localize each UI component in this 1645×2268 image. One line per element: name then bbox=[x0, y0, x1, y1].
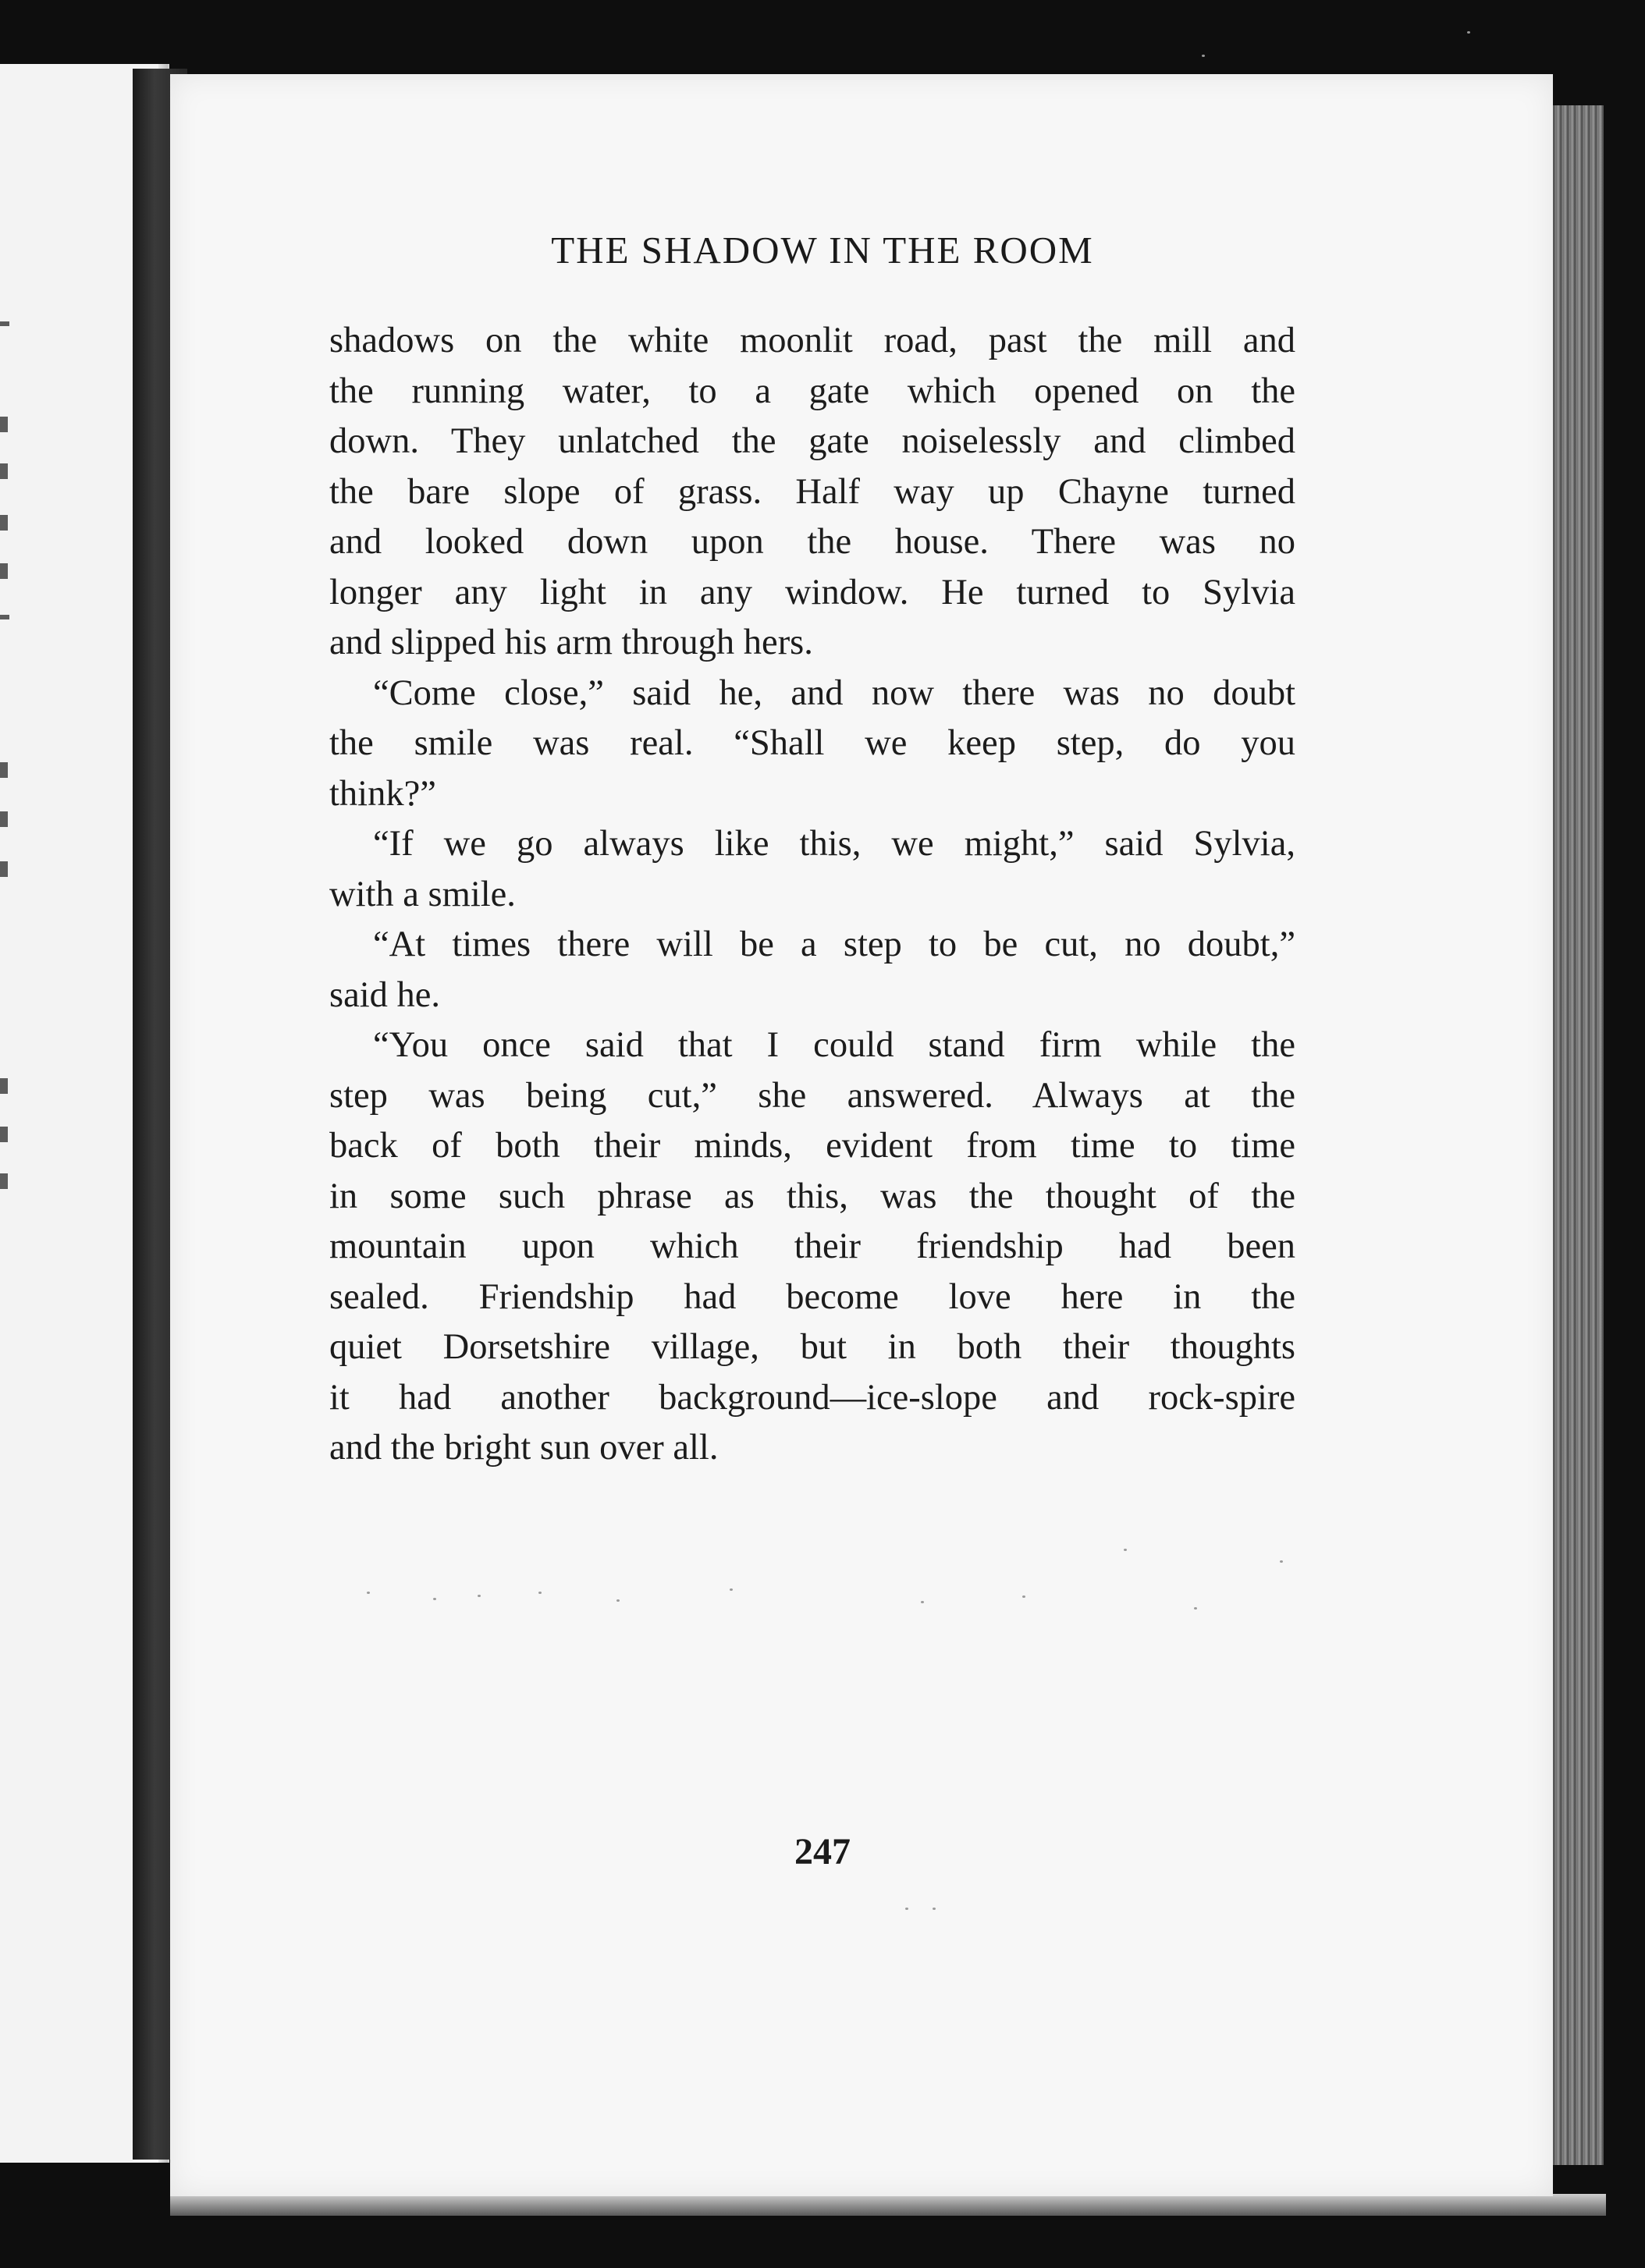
text-line: “You once said that I could stand firm while the bbox=[373, 1025, 1295, 1065]
text-line: and slipped his arm through hers. bbox=[329, 623, 813, 662]
text-line: quiet Dorsetshire village, but in both their thoughts bbox=[329, 1327, 1295, 1367]
text-line: sealed. Friendship had become love here in the bbox=[329, 1276, 1295, 1317]
text-line: the bare slope of grass. Half way up Chayne turned bbox=[329, 471, 1295, 512]
paragraph bbox=[329, 316, 1295, 669]
text-line: the running water, to a gate which opened on the bbox=[329, 371, 1295, 411]
page-number: 247 bbox=[794, 1831, 851, 1872]
text-line: “At times there will be a step to be cut, no doubt,” bbox=[373, 925, 1295, 964]
page-bottom-edge bbox=[170, 2194, 1606, 2216]
text-line: longer any light in any window. He turned to Sylvia bbox=[329, 572, 1295, 612]
text-line: it had another background—ice-slope and rock-spire bbox=[329, 1377, 1295, 1418]
text-line: back of both their minds, evident from time to time bbox=[329, 1126, 1295, 1166]
text-line: with a smile. bbox=[329, 874, 516, 914]
running-head: THE SHADOW IN THE ROOM bbox=[551, 229, 1094, 272]
text-line: and looked down upon the house. There was no bbox=[329, 522, 1295, 562]
text-line: said he. bbox=[329, 974, 441, 1015]
text-line: shadows on the white moonlit road, past the mill and bbox=[329, 321, 1295, 360]
text-line: mountain upon which their friendship had been bbox=[329, 1226, 1295, 1266]
text-line: think?” bbox=[329, 773, 436, 814]
body-text bbox=[329, 316, 1295, 1474]
text-line: “If we go always like this, we might,” said Sylvia, bbox=[373, 824, 1295, 864]
paragraph bbox=[329, 819, 1295, 920]
text-line: “Come close,” said he, and now there was no doubt bbox=[373, 673, 1295, 713]
paragraph bbox=[329, 1020, 1295, 1474]
paragraph bbox=[329, 920, 1295, 1020]
text-line: and the bright sun over all. bbox=[329, 1428, 719, 1468]
text-line: down. They unlatched the gate noiselessly and climbed bbox=[329, 421, 1295, 461]
paragraph bbox=[329, 669, 1295, 820]
text-line: step was being cut,” she answered. Always at the bbox=[329, 1075, 1295, 1116]
text-line: in some such phrase as this, was the thought of the bbox=[329, 1176, 1295, 1216]
text-line: the smile was real. “Shall we keep step, do you bbox=[329, 723, 1295, 763]
